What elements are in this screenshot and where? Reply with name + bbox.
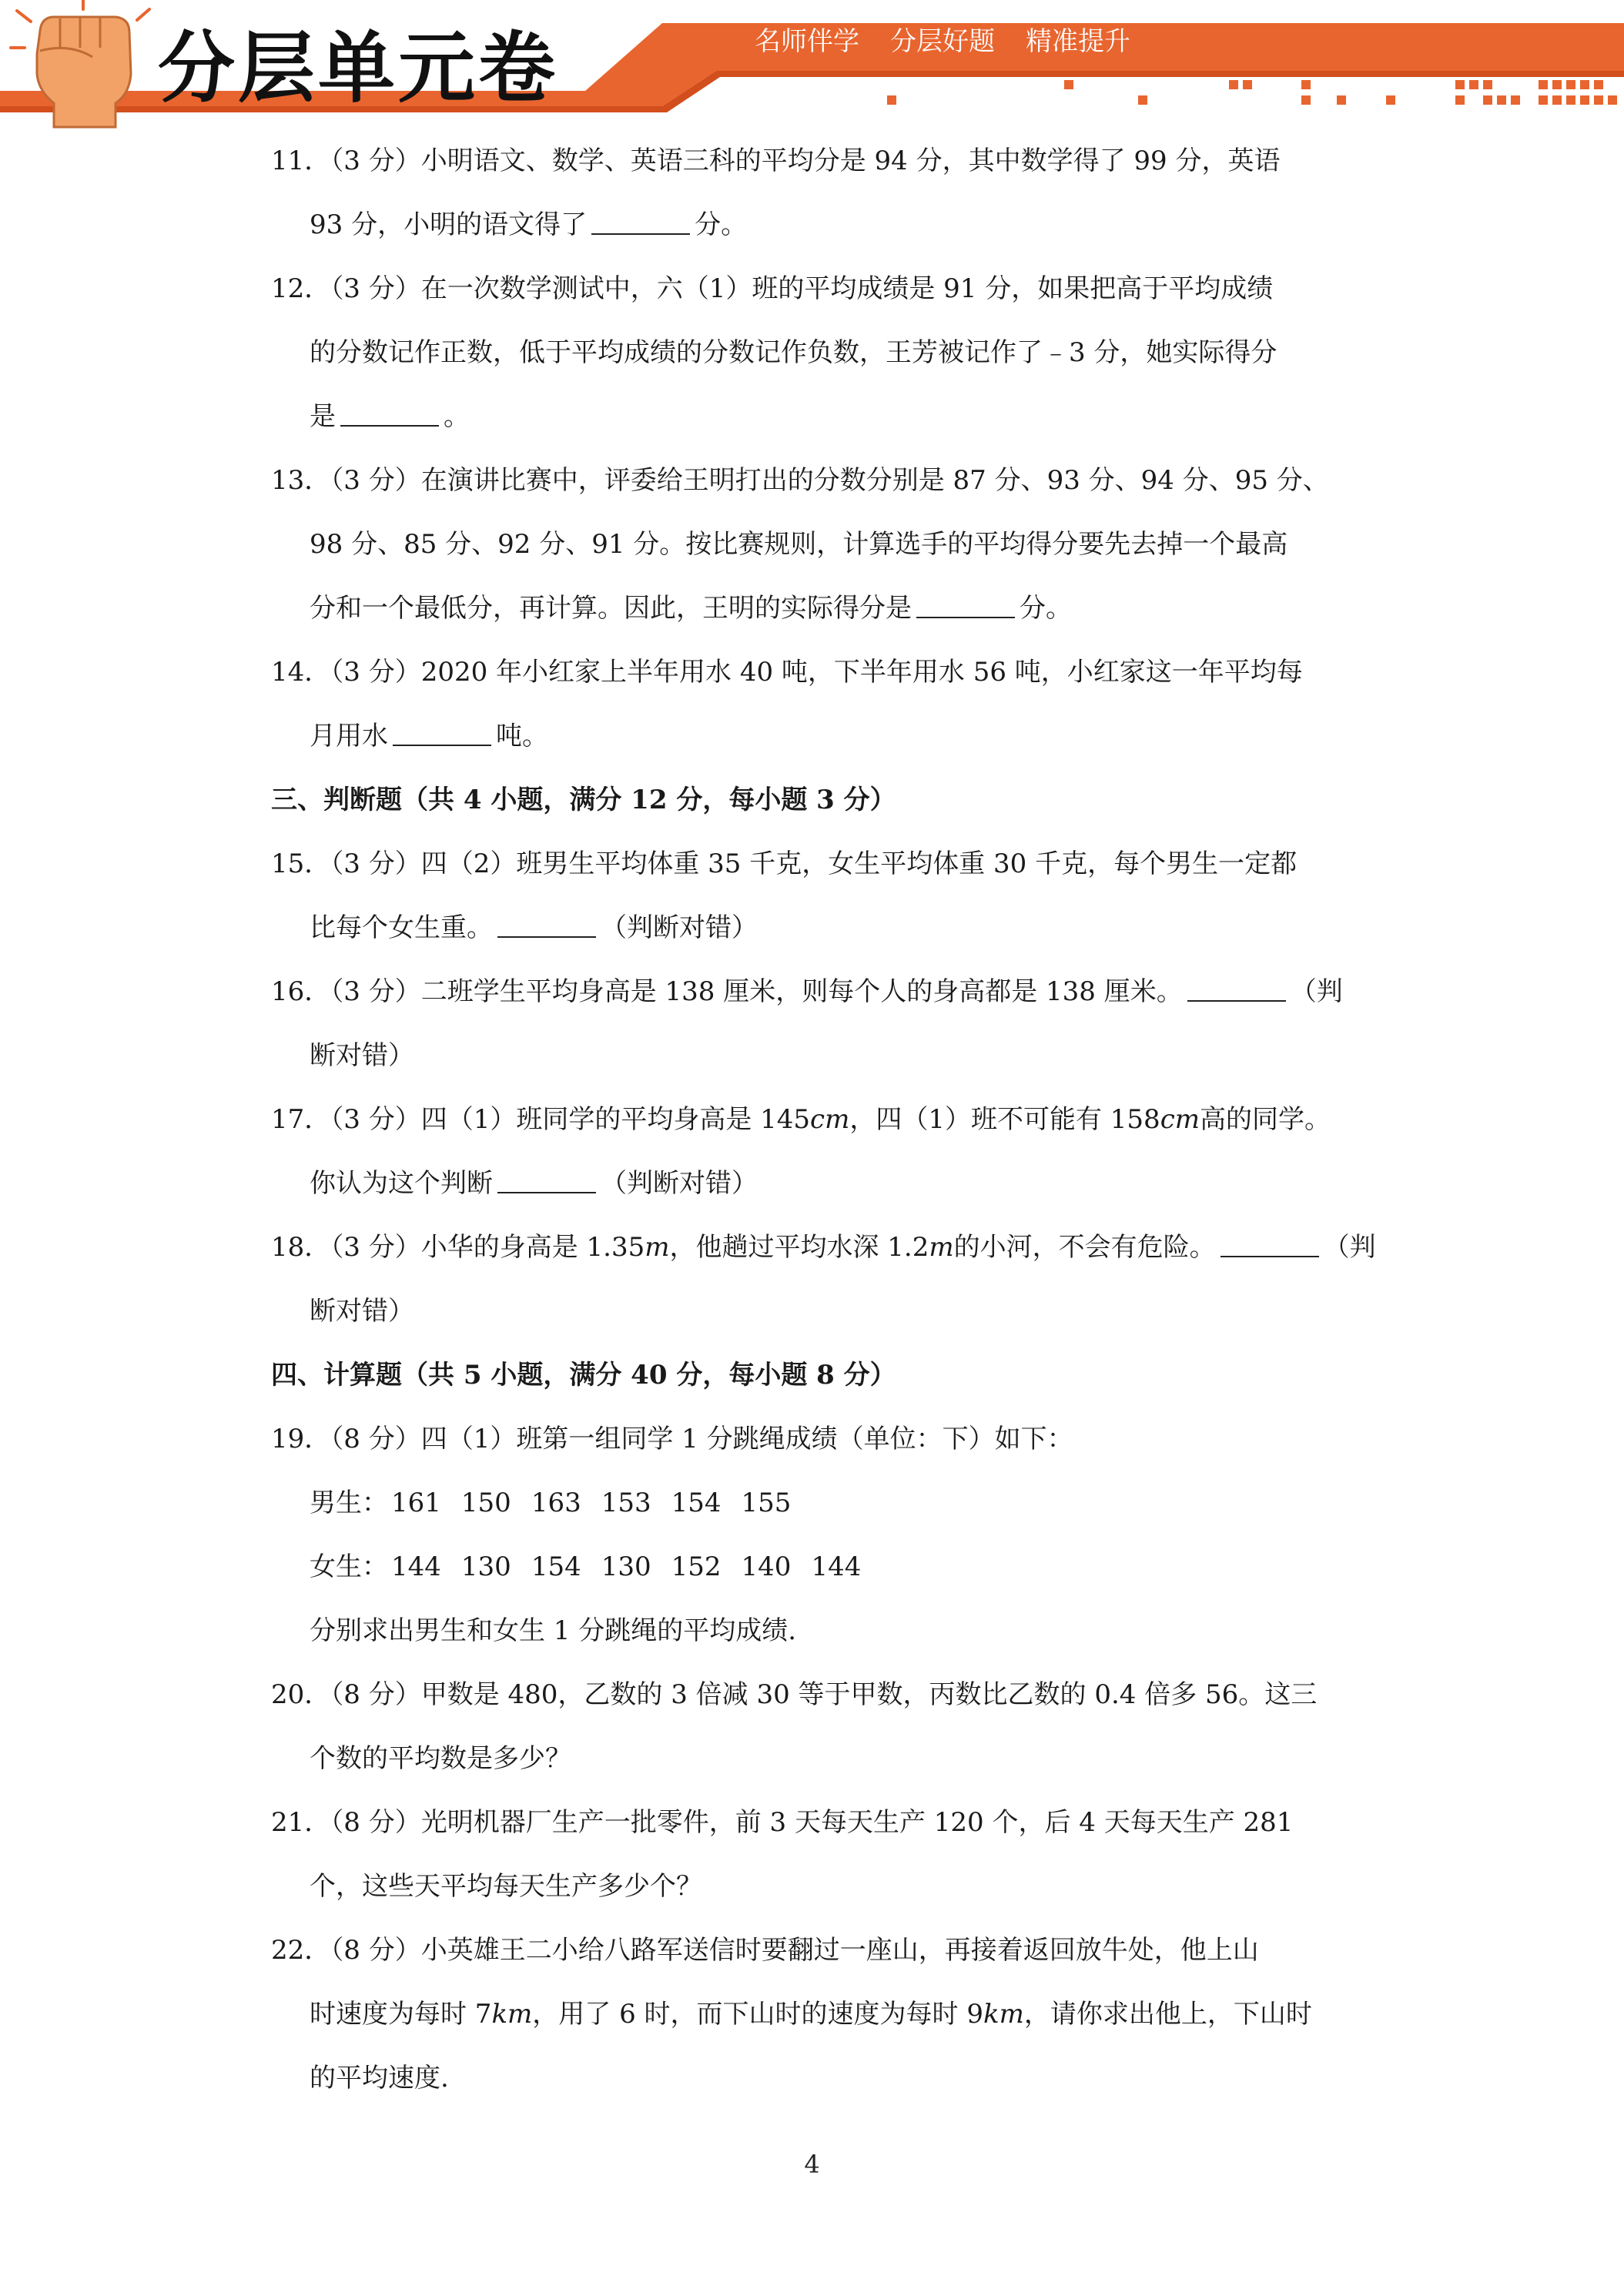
slogan-3: 精准提升 xyxy=(1026,26,1130,57)
q15-line-2 xyxy=(271,896,1349,960)
q13-line-3 xyxy=(271,577,1349,641)
q13-line-2: 98 分、85 分、92 分、91 分。按比赛规则，计算选手的平均得分要先去掉一个最高 xyxy=(310,529,1288,560)
q17-text-b: ，四（1）班不可能有 158 xyxy=(849,1104,1160,1135)
boys-score: 163 xyxy=(531,1488,581,1518)
answer-blank xyxy=(1221,1233,1319,1257)
page-number: 4 xyxy=(804,2150,820,2179)
answer-blank xyxy=(497,913,596,938)
q22-line-1: 22．（8 分）小英雄王二小给八路军送信时要翻过一座山，再接着返回放牛处，他上山 xyxy=(271,1935,1259,1966)
boys-score: 150 xyxy=(460,1488,511,1518)
answer-blank xyxy=(591,210,690,235)
q15-line-1: 15．（3 分）四（2）班男生平均体重 35 千克，女生平均体重 30 千克，每个男生一定都 xyxy=(271,848,1298,879)
q14-line-1: 14．（3 分）2020 年小红家上半年用水 40 吨，下半年用水 56 吨，小红家这一年平均每 xyxy=(271,657,1303,688)
q12-line-1: 12．（3 分）在一次数学测试中，六（1）班的平均成绩是 91 分，如果把高于平均成绩 xyxy=(271,273,1274,304)
slogan-1: 名师伴学 xyxy=(755,26,859,57)
boys-score: 161 xyxy=(391,1488,441,1518)
q16-line-2: 断对错） xyxy=(310,1040,414,1071)
q17-text-d: 你认为这个判断 xyxy=(310,1168,493,1199)
q22-line-2 xyxy=(271,1983,1349,2047)
q18-text-c: 的小河，不会有危险。 xyxy=(953,1232,1216,1263)
q11-line-2 xyxy=(271,193,1349,257)
q12-suffix: 。 xyxy=(444,401,470,432)
q11-text: 93 分，小明的语文得了 xyxy=(310,209,588,240)
answer-blank xyxy=(916,594,1015,618)
q21-line-2: 个，这些天平均每天生产多少个？ xyxy=(310,1871,702,1902)
boys-label: 男生： xyxy=(310,1488,388,1518)
q13-text: 分和一个最低分，再计算。因此，王明的实际得分是 xyxy=(310,593,912,624)
q18-line-2: 断对错） xyxy=(310,1296,414,1327)
q22-text-a: 时速度为每时 7 xyxy=(310,1999,492,2030)
brand-title: 分层单元卷 xyxy=(158,23,558,113)
answer-blank xyxy=(393,721,491,746)
q18-text-a: 18．（3 分）小华的身高是 1.35 xyxy=(271,1232,645,1263)
q17-text-c: 高的同学。 xyxy=(1199,1104,1331,1135)
q13-line-1: 13．（3 分）在演讲比赛中，评委给王明打出的分数分别是 87 分、93 分、94 分、95 分、 xyxy=(271,465,1329,496)
q22-text-c: ，请你求出他上，下山时 xyxy=(1023,1999,1312,2030)
slogan-2: 分层好题 xyxy=(890,26,995,57)
unit-cm: cm xyxy=(810,1104,850,1135)
q17-line-1 xyxy=(271,1088,1349,1152)
q22-line-3: 的平均速度. xyxy=(310,2063,449,2094)
q14-text: 月用水 xyxy=(310,721,388,751)
q18-line-1 xyxy=(271,1216,1376,1280)
q13-suffix: 分。 xyxy=(1020,593,1072,624)
girls-score: 140 xyxy=(741,1551,792,1582)
girls-score: 144 xyxy=(811,1551,862,1582)
q20-line-2: 个数的平均数是多少？ xyxy=(310,1743,571,1774)
q21-line-1: 21．（8 分）光明机器厂生产一批零件，前 3 天每天生产 120 个，后 4 天每天生产 281 xyxy=(271,1807,1294,1838)
q15-text: 比每个女生重。 xyxy=(310,912,493,943)
question-list xyxy=(271,129,1376,2110)
q19-line-1: 19．（8 分）四（1）班第一组同学 1 分跳绳成绩（单位：下）如下： xyxy=(271,1424,1073,1454)
q14-line-2 xyxy=(271,705,1349,768)
q12-line-2: 的分数记作正数，低于平均成绩的分数记作负数，王芳被记作了﹣3 分，她实际得分 xyxy=(310,337,1277,368)
decorative-squares xyxy=(887,80,1617,105)
girls-score: 130 xyxy=(460,1551,511,1582)
girls-score: 154 xyxy=(531,1551,581,1582)
girls-label: 女生： xyxy=(310,1551,388,1582)
q16-line-1 xyxy=(271,960,1349,1024)
answer-blank xyxy=(497,1169,596,1193)
q16-text: 16．（3 分）二班学生平均身高是 138 厘米，则每个人的身高都是 138 厘米。 xyxy=(271,976,1183,1007)
slogan-bar xyxy=(755,20,1130,62)
q12-text: 是 xyxy=(310,401,336,432)
girls-score: 144 xyxy=(391,1551,441,1582)
answer-blank xyxy=(340,402,439,427)
unit-km: km xyxy=(491,1999,533,2030)
q17-text-a: 17．（3 分）四（1）班同学的平均身高是 145 xyxy=(271,1104,811,1135)
q19-boys-row xyxy=(271,1471,1349,1535)
unit-km: km xyxy=(983,1999,1024,2030)
boys-score: 155 xyxy=(741,1488,792,1518)
boys-score: 153 xyxy=(601,1488,651,1518)
girls-score: 152 xyxy=(671,1551,722,1582)
q12-line-3 xyxy=(271,385,1349,449)
q11-line-1: 11．（3 分）小明语文、数学、英语三科的平均分是 94 分，其中数学得了 99 分，英语 xyxy=(271,146,1281,176)
q22-text-b: ，用了 6 时，而下山时的速度为每时 9 xyxy=(532,1999,983,2030)
answer-blank xyxy=(1187,977,1286,1002)
q17-suffix: （判断对错） xyxy=(601,1168,758,1199)
girls-score: 130 xyxy=(601,1551,651,1582)
q11-suffix: 分。 xyxy=(695,209,748,240)
q15-suffix: （判断对错） xyxy=(601,912,758,943)
header-banner xyxy=(0,0,1624,131)
q19-girls-row xyxy=(271,1535,1349,1599)
section-heading-judgement: 三、判断题（共 4 小题，满分 12 分，每小题 3 分） xyxy=(271,785,896,815)
q18-text-b: ，他趟过平均水深 1.2 xyxy=(669,1232,929,1263)
q19-line-4: 分别求出男生和女生 1 分跳绳的平均成绩. xyxy=(310,1615,797,1646)
q17-line-2 xyxy=(271,1152,1349,1216)
unit-cm: cm xyxy=(1160,1104,1200,1135)
boys-score: 154 xyxy=(671,1488,722,1518)
unit-m: m xyxy=(929,1232,954,1263)
q14-suffix: 吨。 xyxy=(496,721,548,751)
q16-suffix: （判 xyxy=(1290,976,1343,1007)
q20-line-1: 20．（8 分）甲数是 480，乙数的 3 倍减 30 等于甲数，丙数比乙数的 0.4 倍多 56。这三 xyxy=(271,1679,1318,1710)
section-heading-calculation: 四、计算题（共 5 小题，满分 40 分，每小题 8 分） xyxy=(271,1360,896,1391)
unit-m: m xyxy=(645,1232,670,1263)
q18-suffix: （判 xyxy=(1323,1232,1376,1263)
